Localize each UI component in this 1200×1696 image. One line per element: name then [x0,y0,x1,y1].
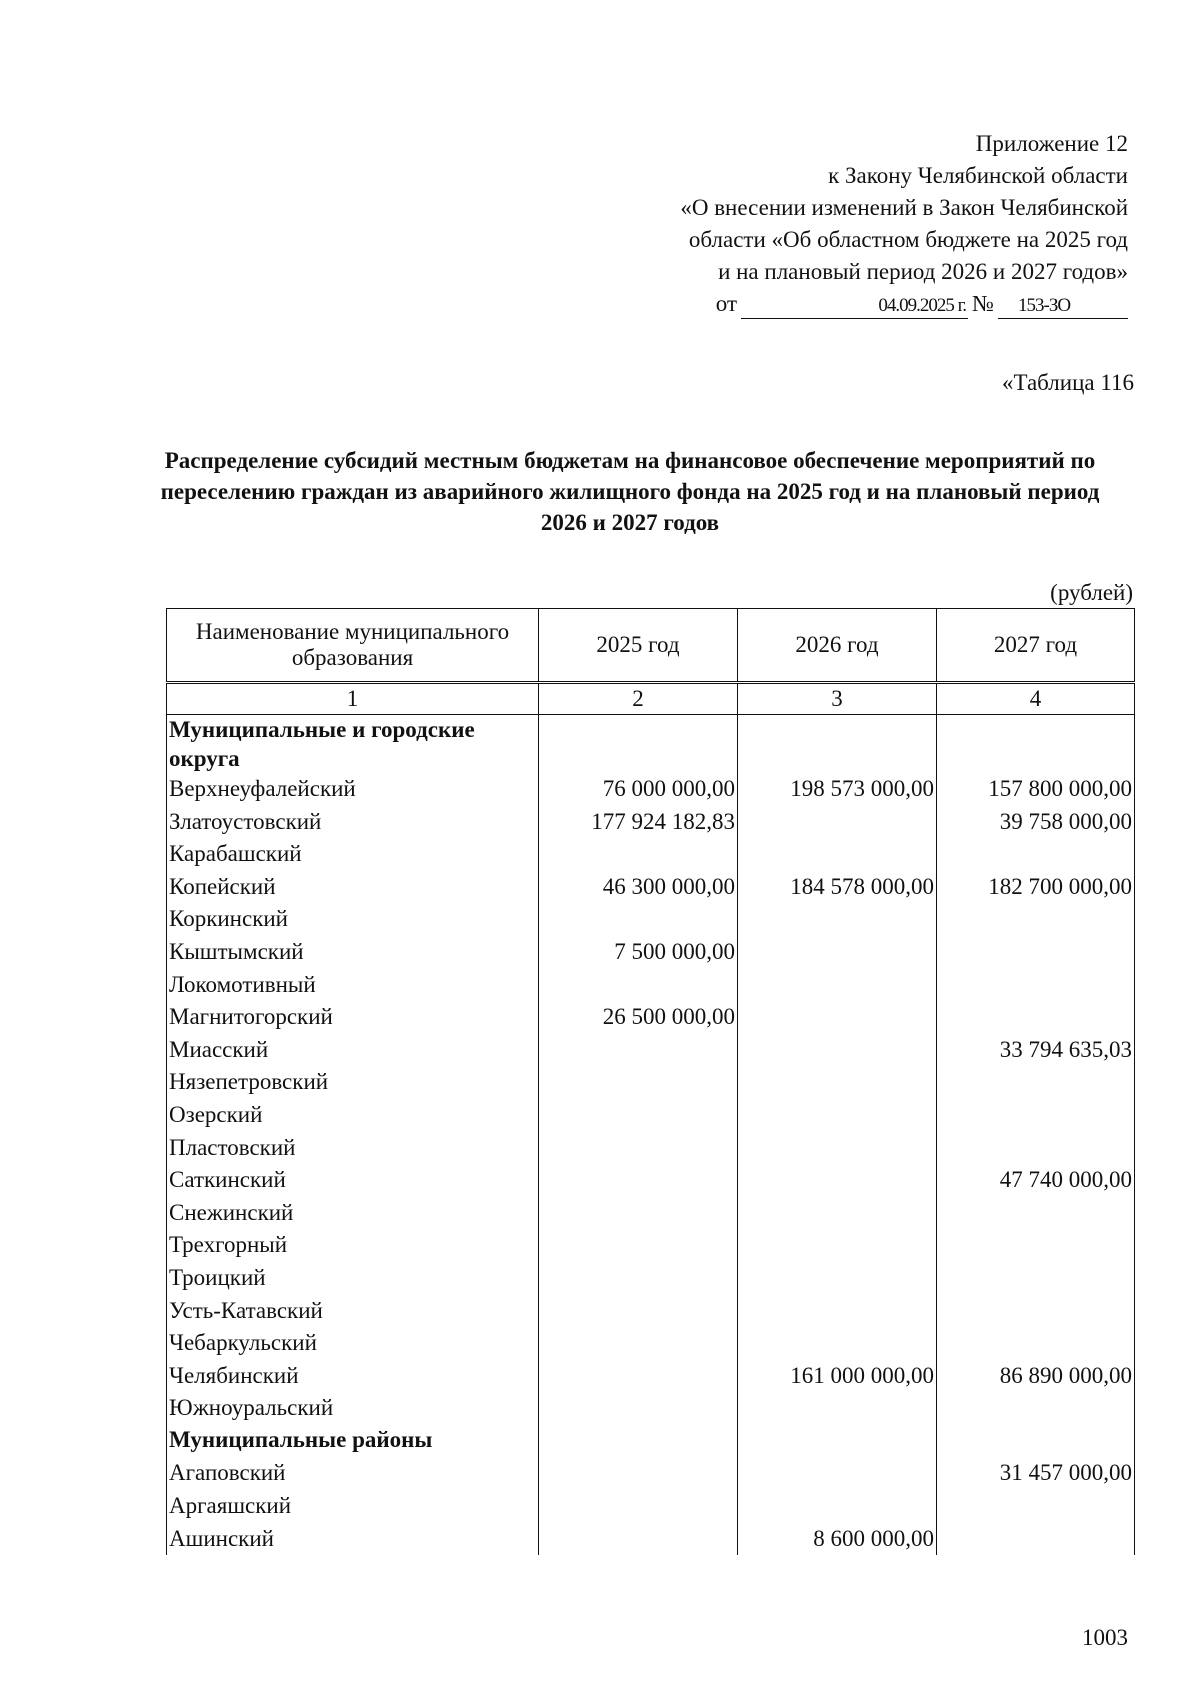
subsidy-table [166,608,1135,1555]
value-2027-cell [937,936,1135,969]
value-2025-cell [539,1132,738,1165]
value-2025-cell [539,1457,738,1490]
value-2027-cell [937,1327,1135,1360]
value-2025-cell [539,1099,738,1132]
table-row [167,1262,1135,1295]
law-date: 04.09.2025 г. [741,294,968,319]
law-date-number [680,288,1128,320]
table-row [167,1034,1135,1067]
table-row [167,1001,1135,1034]
header-line: и на плановый период 2026 и 2027 годов» [718,259,1128,284]
value-2026-cell: 161 000 000,00 [738,1360,937,1393]
value-2025-cell [539,1197,738,1230]
value-2027-cell [937,1197,1135,1230]
law-number: 153-ЗО [998,294,1128,319]
municipality-name-cell: Муниципальные и городские округа [167,715,539,774]
value-2026-cell [738,1392,937,1425]
header-line: Приложение 12 [975,131,1128,156]
municipality-name-cell: Снежинский [167,1197,539,1230]
header-2026: 2026 год [738,609,937,683]
municipality-name-cell: Пластовский [167,1132,539,1165]
value-2026-cell [738,1099,937,1132]
table-row [167,1457,1135,1490]
column-number: 2 [539,683,738,715]
municipality-name-cell: Карабашский [167,838,539,871]
value-2027-cell: 182 700 000,00 [937,871,1135,904]
value-2025-cell: 46 300 000,00 [539,871,738,904]
value-2025-cell [539,1229,738,1262]
value-2025-cell [539,969,738,1002]
municipality-name-cell: Агаповский [167,1457,539,1490]
value-2026-cell [738,1229,937,1262]
section-row [167,715,1135,774]
column-number: 3 [738,683,937,715]
date-prefix: от [715,291,738,316]
value-2025-cell [539,903,738,936]
value-2025-cell [539,1034,738,1067]
value-2027-cell: 39 758 000,00 [937,806,1135,839]
municipality-name-cell: Локомотивный [167,969,539,1002]
value-2025-cell [539,1327,738,1360]
municipality-name-cell: Коркинский [167,903,539,936]
column-number: 1 [167,683,539,715]
municipality-name-cell: Усть-Катавский [167,1295,539,1328]
table-body [167,715,1135,1556]
table-row [167,806,1135,839]
municipality-name-cell: Южноуральский [167,1392,539,1425]
municipality-name-cell: Магнитогорский [167,1001,539,1034]
value-2027-cell: 157 800 000,00 [937,773,1135,806]
value-2026-cell [738,1132,937,1165]
value-2027-cell [937,1392,1135,1425]
column-number-row [167,683,1135,715]
municipality-name-cell: Чебаркульский [167,1327,539,1360]
table-label: «Таблица 116 [1001,370,1134,395]
value-2027-cell [937,1132,1135,1165]
municipality-name-cell: Кыштымский [167,936,539,969]
value-2026-cell [738,806,937,839]
value-2027-cell [937,969,1135,1002]
value-2027-cell: 31 457 000,00 [937,1457,1135,1490]
value-2026-cell [738,715,937,774]
municipality-name-cell: Миасский [167,1034,539,1067]
value-2026-cell [738,838,937,871]
value-2026-cell [738,1197,937,1230]
table-row [167,1490,1135,1523]
value-2026-cell [738,1164,937,1197]
municipality-name-cell: Златоустовский [167,806,539,839]
table-row [167,1392,1135,1425]
value-2027-cell [937,1295,1135,1328]
table-row [167,969,1135,1002]
value-2025-cell [539,1360,738,1393]
municipality-name-cell: Озерский [167,1099,539,1132]
table-row [167,1164,1135,1197]
value-2025-cell: 7 500 000,00 [539,936,738,969]
value-2027-cell [937,1099,1135,1132]
page-number: 1003 [1082,1625,1128,1650]
value-2025-cell [539,1066,738,1099]
table-row [167,1295,1135,1328]
municipality-name-cell: Нязепетровский [167,1066,539,1099]
value-2026-cell [738,903,937,936]
value-2027-cell [937,1425,1135,1458]
value-2025-cell: 26 500 000,00 [539,1001,738,1034]
table-row [167,1523,1135,1556]
value-2025-cell [539,838,738,871]
table-row [167,871,1135,904]
value-2027-cell: 86 890 000,00 [937,1360,1135,1393]
value-2027-cell: 47 740 000,00 [937,1164,1135,1197]
header-line: «О внесении изменений в Закон Челябинской [680,195,1128,220]
value-2025-cell: 177 924 182,83 [539,806,738,839]
table-row [167,1132,1135,1165]
value-2026-cell [738,1001,937,1034]
value-2025-cell [539,1392,738,1425]
table-row [167,773,1135,806]
value-2027-cell [937,1523,1135,1556]
table-row [167,903,1135,936]
municipality-name-cell: Аргаяшский [167,1490,539,1523]
value-2025-cell [539,1523,738,1556]
table-row [167,1099,1135,1132]
value-2025-cell: 76 000 000,00 [539,773,738,806]
value-2026-cell: 8 600 000,00 [738,1523,937,1556]
table-row [167,936,1135,969]
table-row [167,1360,1135,1393]
municipality-name-cell: Трехгорный [167,1229,539,1262]
header-line: к Закону Челябинской области [828,163,1128,188]
value-2026-cell [738,1066,937,1099]
municipality-name-cell: Муниципальные районы [167,1425,539,1458]
value-2026-cell [738,1457,937,1490]
municipality-name-cell: Ашинский [167,1523,539,1556]
header-2025: 2025 год [539,609,738,683]
value-2026-cell [738,1262,937,1295]
value-2026-cell: 198 573 000,00 [738,773,937,806]
column-number: 4 [937,683,1135,715]
table-row [167,1197,1135,1230]
value-2025-cell [539,1425,738,1458]
value-2025-cell [539,715,738,774]
municipality-name-cell: Челябинский [167,1360,539,1393]
header-municipality: Наименование муниципального образования [167,609,539,683]
value-2027-cell [937,1229,1135,1262]
value-2025-cell [539,1164,738,1197]
value-2027-cell [937,838,1135,871]
value-2026-cell [738,1425,937,1458]
table-row [167,1229,1135,1262]
value-2025-cell [539,1295,738,1328]
value-2027-cell [937,1490,1135,1523]
value-2025-cell [539,1490,738,1523]
value-2026-cell [738,1295,937,1328]
value-2026-cell: 184 578 000,00 [738,871,937,904]
municipality-name-cell: Троицкий [167,1262,539,1295]
header-2027: 2027 год [937,609,1135,683]
value-2026-cell [738,969,937,1002]
value-2026-cell [738,1034,937,1067]
value-2027-cell: 33 794 635,03 [937,1034,1135,1067]
municipality-name-cell: Копейский [167,871,539,904]
table-header-row [167,609,1135,683]
number-prefix: № [972,291,994,316]
value-2027-cell [937,1066,1135,1099]
units-label: (рублей) [1050,580,1133,605]
value-2027-cell [937,903,1135,936]
value-2026-cell [738,1327,937,1360]
value-2026-cell [738,936,937,969]
municipality-name-cell: Верхнеуфалейский [167,773,539,806]
document-title: Распределение субсидий местным бюджетам на финансовое обеспечение мероприятий по переселению граждан из аварийного жилищного фонда на 2025 год и на плановый период 2026 и 2027 годов [160,448,1100,535]
municipality-name-cell: Саткинский [167,1164,539,1197]
table-row [167,1327,1135,1360]
table-row [167,1066,1135,1099]
header-line: области «Об областном бюджете на 2025 год [688,227,1128,252]
document-header [680,128,1128,320]
section-row [167,1425,1135,1458]
value-2027-cell [937,1262,1135,1295]
value-2027-cell [937,1001,1135,1034]
value-2025-cell [539,1262,738,1295]
value-2026-cell [738,1490,937,1523]
value-2027-cell [937,715,1135,774]
table-row [167,838,1135,871]
